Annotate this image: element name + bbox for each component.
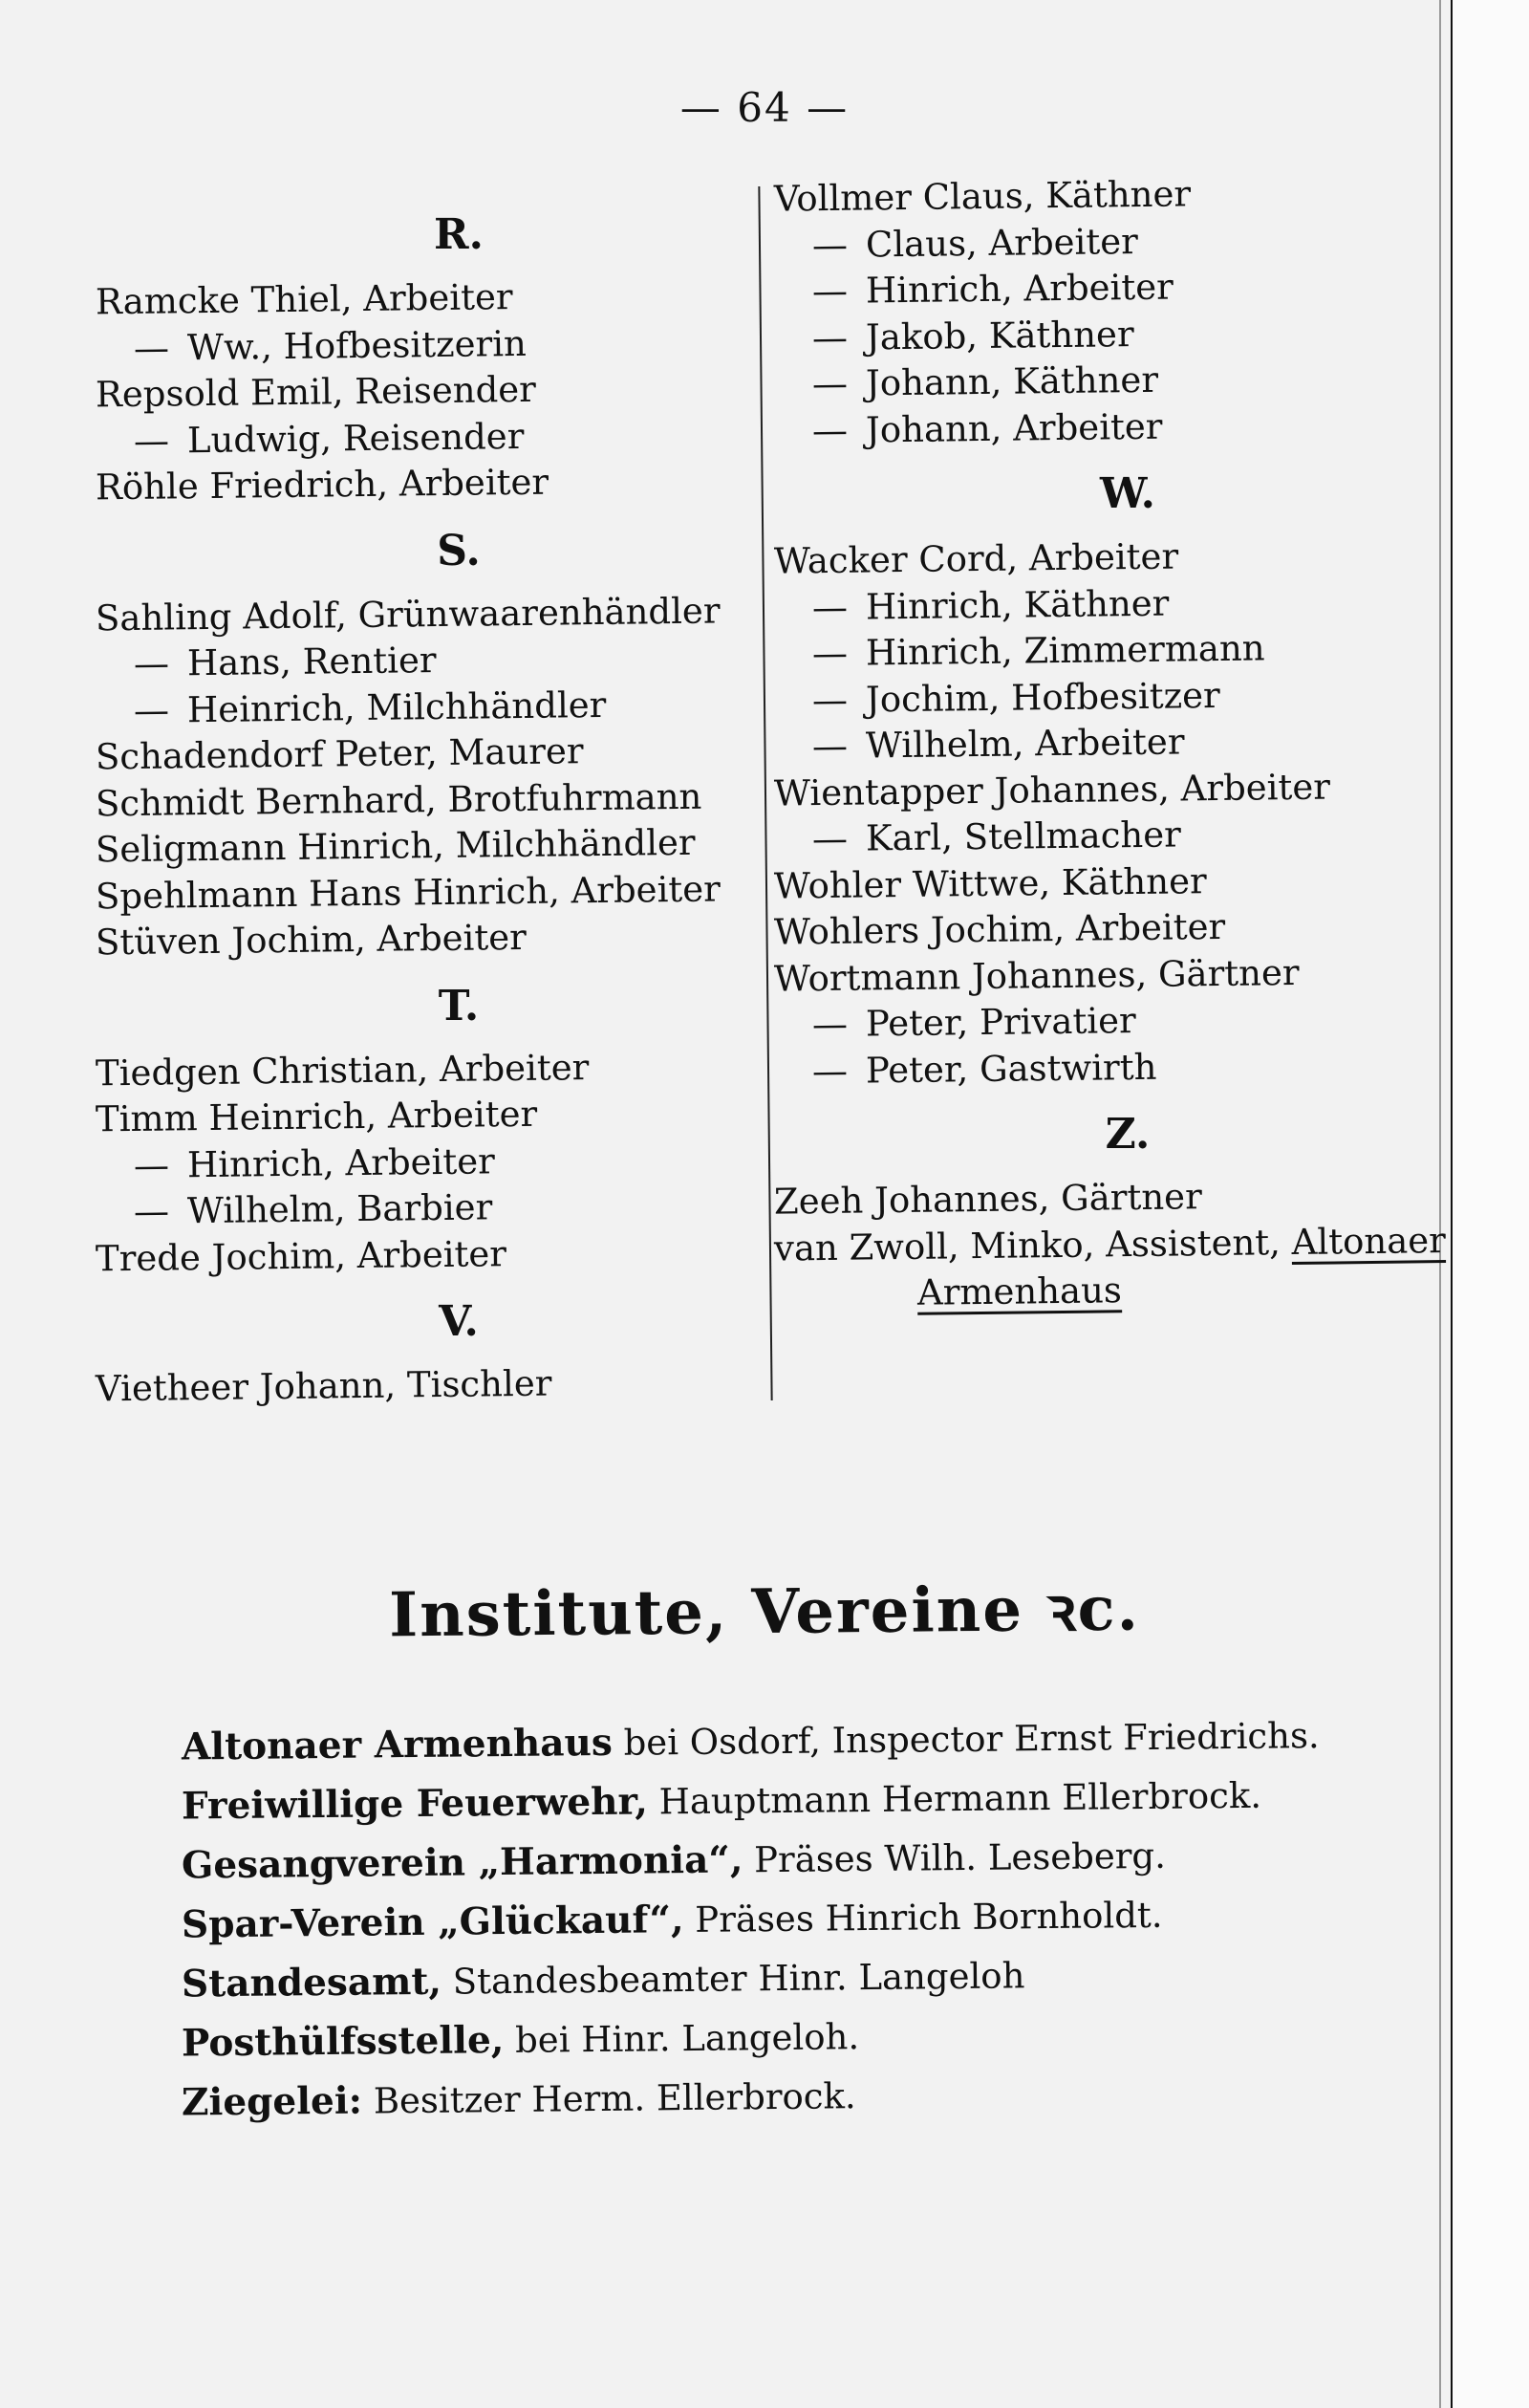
entry-text: Jakob, Käthner xyxy=(865,313,1134,358)
entry-text: Hans, Rentier xyxy=(186,640,437,684)
directory-entry xyxy=(96,1358,785,1413)
entry-text: Ludwig, Reisender xyxy=(186,415,525,461)
entry-text: Wohlers Jochim, Arbeiter xyxy=(773,905,1226,953)
entry-text: Wacker Cord, Arbeiter xyxy=(773,535,1179,582)
ditto-dash: — xyxy=(133,688,170,731)
directory-entry xyxy=(774,622,1501,678)
directory-entry xyxy=(96,772,785,827)
directory-entry xyxy=(774,353,1501,408)
entry-text: Schadendorf Peter, Maurer xyxy=(95,730,584,778)
entry-text: Wilhelm, Barbier xyxy=(186,1186,493,1232)
institution-detail: bei Hinr. Langeloh. xyxy=(504,2016,860,2062)
entry-text: Johann, Käthner xyxy=(865,358,1159,404)
institution-name: Altonaer Armenhaus xyxy=(181,1720,614,1769)
institution-detail: Standesbeamter Hinr. Langeloh xyxy=(441,1955,1025,2003)
entry-text: Ww., Hofbesitzerin xyxy=(186,322,528,368)
institution-detail: bei Osdorf, Inspector Ernst Friedrichs. xyxy=(612,1715,1320,1764)
entry-text: Repsold Emil, Reisender xyxy=(95,368,537,416)
directory-entry xyxy=(96,680,785,734)
letter-heading: V. xyxy=(439,1297,479,1346)
ditto-dash: — xyxy=(811,679,849,721)
entry-text: Sahling Adolf, Grünwaarenhändler xyxy=(95,589,721,639)
ditto-dash: — xyxy=(811,1003,849,1046)
page-number: — 64 — xyxy=(679,84,850,131)
directory-entry xyxy=(96,457,785,511)
entry-text: Röhle Friedrich, Arbeiter xyxy=(95,461,549,509)
directory-entry xyxy=(774,530,1501,585)
directory-entry xyxy=(774,260,1501,315)
entry-text: Hinrich, Käthner xyxy=(865,582,1170,627)
directory-entry xyxy=(96,317,785,372)
ditto-dash: — xyxy=(133,642,170,684)
institution-name: Ziegelei: xyxy=(181,2078,363,2125)
institution-detail: Hauptmann Hermann Ellerbrock. xyxy=(647,1774,1262,1823)
entry-text: Ramcke Thiel, Arbeiter xyxy=(95,276,513,323)
entry-text: Jochim, Hofbesitzer xyxy=(865,674,1220,720)
ditto-dash: — xyxy=(133,1143,170,1186)
directory-entry xyxy=(96,410,785,465)
entry-text: Hinrich, Zimmermann xyxy=(865,627,1265,674)
directory-entry xyxy=(96,1227,785,1282)
directory-entry xyxy=(96,1089,785,1143)
ditto-dash: — xyxy=(133,419,170,462)
directory-entry xyxy=(774,1170,1501,1226)
directory-entry xyxy=(96,1042,785,1096)
directory-entry xyxy=(774,808,1501,863)
directory-entry xyxy=(774,900,1501,956)
institution-name: Standesamt, xyxy=(181,1959,442,2007)
directory-entry xyxy=(96,1182,785,1236)
directory-entry xyxy=(96,1135,785,1189)
directory-entry xyxy=(96,271,785,326)
entry-text: Hinrich, Arbeiter xyxy=(186,1139,496,1185)
section-title: Institute, Vereine ꝛc. xyxy=(388,1573,1141,1652)
entry-text: Spehlmann Hans Hinrich, Arbeiter xyxy=(95,867,721,917)
letter-heading: R. xyxy=(434,210,484,259)
directory-entry xyxy=(774,167,1501,223)
directory-entry xyxy=(774,715,1501,770)
entry-text: Wortmann Johannes, Gärtner xyxy=(773,951,1300,1000)
entry-text: Wientapper Johannes, Arbeiter xyxy=(773,766,1331,814)
directory-entry xyxy=(96,865,785,920)
directory-entry xyxy=(96,912,785,966)
entry-text: Timm Heinrich, Arbeiter xyxy=(95,1093,538,1140)
ditto-dash: — xyxy=(811,817,849,860)
entry-text: Claus, Arbeiter xyxy=(865,220,1139,265)
entry-text: Seligmann Hinrich, Milchhändler xyxy=(95,821,696,871)
entry-text: Peter, Privatier xyxy=(865,1000,1136,1045)
ditto-dash: — xyxy=(811,362,849,405)
entry-text: Stüven Jochim, Arbeiter xyxy=(95,916,528,964)
left-column xyxy=(96,191,784,1409)
letter-heading: T. xyxy=(438,981,480,1030)
entry-text: Wohler Wittwe, Käthner xyxy=(773,859,1207,907)
institution-name: Gesangverein „Harmonia“, xyxy=(181,1837,743,1888)
letter-heading: Z. xyxy=(1105,1110,1151,1159)
right-column xyxy=(774,172,1500,1317)
entry-text: Vietheer Johann, Tischler xyxy=(95,1362,552,1410)
directory-entry xyxy=(774,993,1501,1049)
institution-detail: Präses Hinrich Bornholdt. xyxy=(683,1894,1163,1942)
entry-text: Armenhaus xyxy=(916,1269,1123,1313)
ditto-dash: — xyxy=(811,224,849,266)
directory-entry xyxy=(96,634,785,688)
entry-text: van Zwoll, Minko, Assistent, xyxy=(773,1221,1292,1269)
entry-text: Karl, Stellmacher xyxy=(865,814,1182,859)
directory-entry xyxy=(96,819,785,874)
entry-text: Peter, Gastwirth xyxy=(865,1046,1157,1091)
ditto-dash: — xyxy=(811,270,849,313)
letter-heading: S. xyxy=(437,526,481,575)
entry-text: Wilhelm, Arbeiter xyxy=(865,721,1185,767)
entry-text: Heinrich, Milchhändler xyxy=(186,683,607,730)
entry-text: Hinrich, Arbeiter xyxy=(865,266,1174,312)
ditto-dash: — xyxy=(811,725,849,768)
ditto-dash: — xyxy=(811,1050,849,1092)
ditto-dash: — xyxy=(133,326,170,369)
directory-entry xyxy=(96,587,785,641)
entry-text-underlined: Altonaer xyxy=(1291,1219,1447,1263)
entry-text: Johann, Arbeiter xyxy=(865,405,1163,450)
institution-entry xyxy=(182,2060,1377,2132)
institution-name: Spar-Verein „Glückauf“, xyxy=(181,1898,684,1947)
ditto-dash: — xyxy=(133,1190,170,1232)
entry-text: Trede Jochim, Arbeiter xyxy=(95,1232,507,1279)
institution-name: Freiwillige Feuerwehr, xyxy=(181,1779,649,1829)
institution-detail: Besitzer Herm. Ellerbrock. xyxy=(361,2075,856,2122)
entry-text: Tiedgen Christian, Arbeiter xyxy=(95,1046,590,1094)
ditto-dash: — xyxy=(811,586,849,628)
ditto-dash: — xyxy=(811,409,849,451)
institution-name: Posthülfsstelle, xyxy=(181,2018,505,2066)
entry-text: Zeeh Johannes, Gärtner xyxy=(773,1176,1202,1223)
directory-entry-continuation xyxy=(774,1263,1501,1321)
directory-entry xyxy=(774,1040,1501,1096)
ditto-dash: — xyxy=(811,316,849,358)
entry-text: Schmidt Bernhard, Brotfuhrmann xyxy=(95,775,702,824)
institution-detail: Präses Wilh. Leseberg. xyxy=(743,1834,1167,1881)
entry-text: Vollmer Claus, Käthner xyxy=(773,173,1192,220)
letter-heading: W. xyxy=(1100,469,1155,518)
directory-entry xyxy=(96,727,785,781)
institutions-list xyxy=(182,1711,1376,2126)
directory-entry xyxy=(96,364,785,419)
ditto-dash: — xyxy=(811,632,849,675)
directory-entry xyxy=(774,400,1501,455)
